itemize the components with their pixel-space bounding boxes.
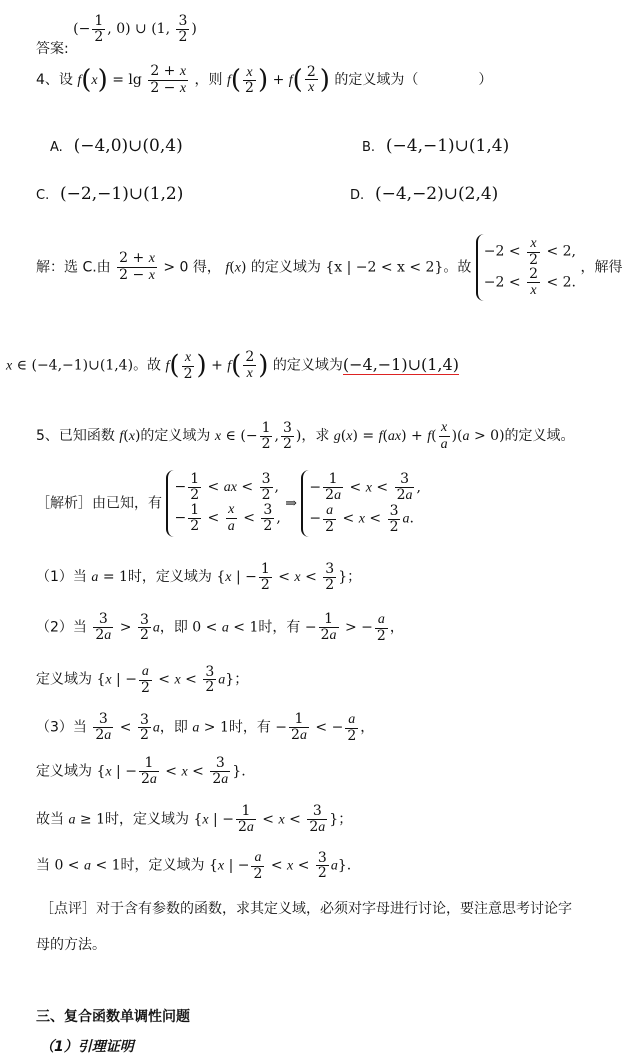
q4-option-c — [36, 184, 183, 204]
q4-sol-text4: ，解得 — [580, 259, 623, 276]
q4-option-d — [350, 184, 498, 204]
q5-system-1: − $\frac{1}{2}$ < ax < $\frac{3}{2}$ , − $\frac{1}{2}$ < $\frac{x}{a}$ < $\frac{3}{2}$ , — [166, 470, 280, 537]
q4-sol-text6: 的定义域为 — [272, 357, 343, 374]
answer-value: (− $\frac{1}{2}$ , 0) ∪ (1, $\frac{3}{2}$ ) — [73, 13, 197, 45]
option-d-value: (−4,−2)∪(2,4) — [374, 184, 499, 204]
q5-t1: 的定义域为 — [140, 428, 211, 445]
q5-t2: ，求 — [301, 428, 330, 445]
q5-comment-2: 母的方法。 — [36, 937, 106, 953]
option-d-label: D. — [350, 188, 365, 203]
q5-prefix: 5、已知函数 — [36, 428, 115, 445]
case3-text2: 时，有 — [228, 719, 271, 736]
q4-solution: 解：选 C.由 $\frac{2 + x}{2 - x}$ > 0 得， f(x) 的定义域为 {x | −2 < x < 2}。故 −2 < $\frac{x}{2}$ < 2, −2 < $\frac{2}{x}$ < 2. ，解得 — [36, 234, 622, 301]
case2-text: ，即 — [159, 619, 188, 636]
q5-conclusion-2: 当 0 < a < 1时，定义域为 {x | − $\frac{a}{2}$ < x < $\frac{3}{2}$ a}. — [36, 849, 352, 882]
conclude1-text: 时，定义域为 — [105, 811, 189, 828]
q4-sol-text1: > 0 得， — [163, 259, 221, 276]
q4-sol-text3: 。故 — [443, 259, 472, 276]
q4-prefix: 4、设 — [36, 72, 73, 89]
q5-comment: ［点评］对于含有参数的函数，求其定义域，必须对字母进行讨论，要注意思考讨论字 — [40, 901, 572, 917]
case1-text: 时，定义域为 — [127, 569, 212, 586]
q5-case3-domain: 定义域为 {x | − $\frac{1}{2a}$ < x < $\frac{3}{2a}$ }. — [36, 755, 246, 787]
q5-case1: （1）当 a = 1时，定义域为 {x | − $\frac{1}{2}$ < x < $\frac{3}{2}$ }； — [36, 561, 362, 593]
q5-analysis: ［解析］由已知，有 − $\frac{1}{2}$ < ax < $\frac{3}{2}$ , − $\frac{1}{2}$ < $\frac{x}{a}$ < $\frac{3}{2}$ , ⇒ − $\frac{1}{2a}$ < x < $\frac{3}{2a}$ , − $\frac{a}{2}$ < x < $\frac{3}{2}$ a. — [36, 471, 421, 536]
q5-analysis-label: ［解析］由已知，有 — [36, 495, 162, 512]
case3-text: ，即 — [159, 719, 188, 736]
case3-domain-label: 定义域为 — [36, 763, 92, 780]
q4-middle: ，则 — [194, 72, 223, 89]
option-c-label: C. — [36, 188, 50, 203]
q4-sol-text2: 的定义域为 — [250, 259, 321, 276]
option-c-value: (−2,−1)∪(1,2) — [60, 184, 184, 204]
q4-sol-system: −2 < $\frac{x}{2}$ < 2, −2 < $\frac{2}{x}$ < 2. — [476, 234, 576, 301]
case1-label: （1）当 — [36, 569, 87, 586]
answer-label: 答案: — [36, 41, 69, 58]
q4-option-a — [50, 136, 183, 156]
q4-sol-set: {x | −2 < x < 2} — [325, 259, 444, 276]
q4-stem: 4、设 f(x) = lg $\frac{2 + x}{2 - x}$ ，则 f( $\frac{x}{2}$ ) + f( $\frac{2}{x}$ ) 的定义域为（ ） — [36, 63, 493, 97]
conclude2-text: 时，定义域为 — [120, 857, 205, 874]
q4-sol-text5: 。故 — [133, 357, 162, 374]
q4-sol-prefix: 解：选 C.由 — [36, 259, 111, 276]
case3-label: （3）当 — [36, 719, 87, 736]
q5-system-2: − $\frac{1}{2a}$ < x < $\frac{3}{2a}$ , − $\frac{a}{2}$ < x < $\frac{3}{2}$ a. — [301, 470, 421, 537]
q4-option-b — [362, 136, 509, 156]
q5-case3: （3）当 $\frac{3}{2a}$ < $\frac{3}{2}$ a，即 a > 1时，有 − $\frac{1}{2a}$ < − $\frac{a}{2}$ ， — [36, 711, 375, 744]
case2-label: （2）当 — [36, 619, 87, 636]
q5-case2-domain: 定义域为 {x | − $\frac{a}{2}$ < x < $\frac{3}{2}$ a}； — [36, 663, 249, 696]
conclude2: 当 — [36, 857, 50, 874]
q5-t3: 的定义域。 — [504, 428, 575, 445]
section3-title: 三、复合函数单调性问题 — [36, 1009, 190, 1025]
section3-subtitle: （1）引理证明 — [40, 1039, 134, 1055]
option-b-label: B. — [362, 140, 376, 155]
case2-domain-label: 定义域为 — [36, 671, 92, 688]
q5-case2: （2）当 $\frac{3}{2a}$ > $\frac{3}{2}$ a，即 0 < a < 1时，有 − $\frac{1}{2a}$ > − $\frac{a}{2}$ ， — [36, 611, 404, 644]
q4-paren-close: ） — [478, 72, 493, 89]
q4-sol-result-line: x ∈ (−4,−1)∪(1,4)。故 f( $\frac{x}{2}$ ) + f( $\frac{2}{x}$ ) 的定义域为(−4,−1)∪(1,4) — [6, 349, 459, 382]
q4-suffix: 的定义域为（ — [334, 72, 419, 89]
case2-text2: 时，有 — [258, 619, 301, 636]
option-b-value: (−4,−1)∪(1,4) — [385, 136, 510, 156]
conclude1: 故当 — [36, 811, 64, 828]
answer-line — [36, 13, 197, 58]
option-a-value: (−4,0)∪(0,4) — [73, 136, 183, 156]
option-a-label: A. — [50, 140, 63, 155]
q5-stem: 5、已知函数 f(x)的定义域为 x ∈ (− $\frac{1}{2}$ , $\frac{3}{2}$ )，求 g(x) = f(ax) + f( $\frac{x}{a}$ )(a > 0)的定义域。 — [36, 420, 575, 452]
q5-conclusion-1: 故当 a ≥ 1时，定义域为 {x | − $\frac{1}{2a}$ < x < $\frac{3}{2a}$ }； — [36, 803, 353, 835]
q4-sol-result: (−4,−1)∪(1,4) — [342, 354, 459, 374]
